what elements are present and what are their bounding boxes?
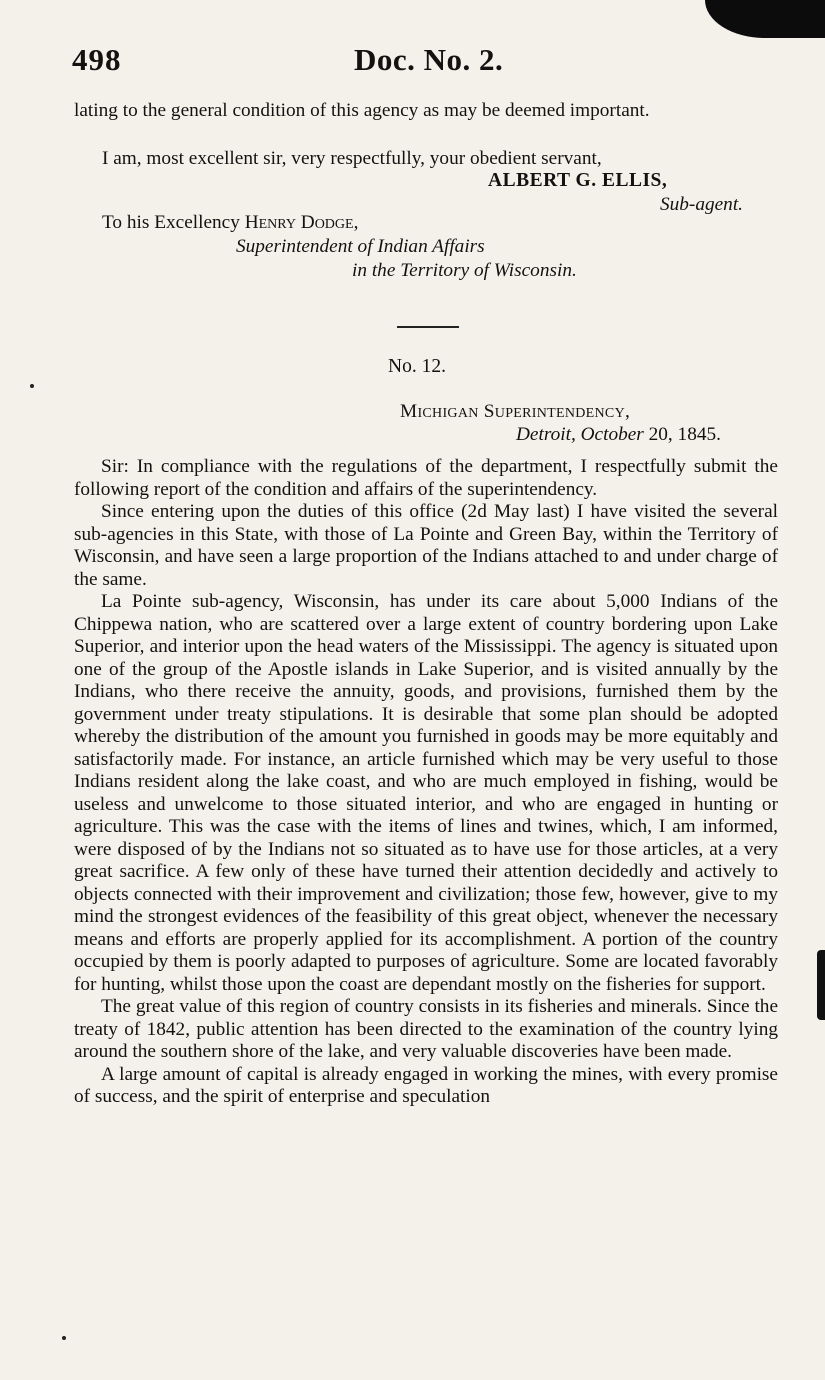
addressee-territory: in the Territory of Wisconsin.	[352, 260, 577, 281]
letter-number: No. 12.	[388, 356, 446, 377]
dateline	[516, 424, 721, 446]
scan-shadow	[705, 0, 825, 38]
letter-body	[74, 456, 778, 1109]
closing-line: I am, most excellent sir, very respectfully, your obedient servant,	[102, 148, 602, 169]
addressee-prefix: To his Excellency	[102, 212, 245, 233]
scan-speck	[30, 384, 34, 388]
body-paragraph: A large amount of capital is already engaged in working the mines, with every promise of success, and the spirit of enterprise and speculation	[74, 1063, 778, 1107]
body-paragraph: The great value of this region of country consists in its fisheries and minerals. Since the treaty of 1842, public attention has been directed to the examination of the country lying around the southern shore of the lake, and very valuable discoveries have been made.	[74, 996, 778, 1062]
scan-edge-mark	[817, 950, 825, 1020]
page-number: 498	[72, 42, 122, 77]
date-day-year: 20, 1845.	[643, 424, 721, 445]
body-paragraph: La Pointe sub-agency, Wisconsin, has under its care about 5,000 Indians of the Chippewa nation, who are scattered over a large extent of country bordering upon Lake Superior, and interior upon the head waters of the Mississippi. The agency is situated upon one of the group of the Apostle islands in Lake Superior, and is visited annually by the Indians, who there receive the annuity, goods, and provisions, furnished them by the government under treaty stipulations. It is desirable that some plan should be adopted whereby the distribution of the amount you furnished in goods may be more equitably and satisfactorily made. For instance, an article furnished which may be very useful to those Indians resident along the lake coast, and who are much employed in fishing, would be useless and unwelcome to those situated interior, and who are engaged in hunting or agriculture. This was the case with the items of lines and twines, which, I am informed, were disposed of by the Indians not so situated as to have use for those articles, at a very great sacrifice. A few only of these have turned their attention decidedly and actively to objects connected with their improvement and civilization; those few, however, give to my mind the strongest evidences of the feasibility of this great object, whenever the necessary means and efforts are properly applied for its accomplishment. A portion of the country occupied by them is poorly adapted to purposes of agriculture. Some are located favorably for hunting, whilst those upon the coast are dependant mostly on the fisheries for support.	[74, 591, 778, 995]
office-heading: Michigan Superintendency,	[400, 401, 631, 422]
addressee-line	[102, 212, 358, 234]
signer-name: ALBERT G. ELLIS,	[488, 170, 668, 191]
section-divider	[397, 326, 459, 328]
continuation-paragraph	[74, 100, 778, 123]
scan-speck	[62, 1336, 66, 1340]
body-paragraph: Sir: In compliance with the regulations of the department, I respectfully submit the following report of the condition and affairs of the superintendency.	[74, 456, 778, 500]
signer-title: Sub-agent.	[660, 194, 743, 215]
body-paragraph: Since entering upon the duties of this office (2d May last) I have visited the several sub-agencies in this State, with those of La Pointe and Green Bay, within the Territory of Wisconsin, and have seen a large proportion of the Indians attached to and under charge of the same.	[74, 501, 778, 590]
document-title: Doc. No. 2.	[354, 42, 504, 77]
date-place: Detroit, October	[516, 424, 644, 445]
addressee-office: Superintendent of Indian Affairs	[236, 236, 485, 257]
addressee-name: Henry Dodge,	[244, 212, 359, 233]
continuation-text: lating to the general condition of this agency as may be deemed important.	[74, 100, 650, 121]
